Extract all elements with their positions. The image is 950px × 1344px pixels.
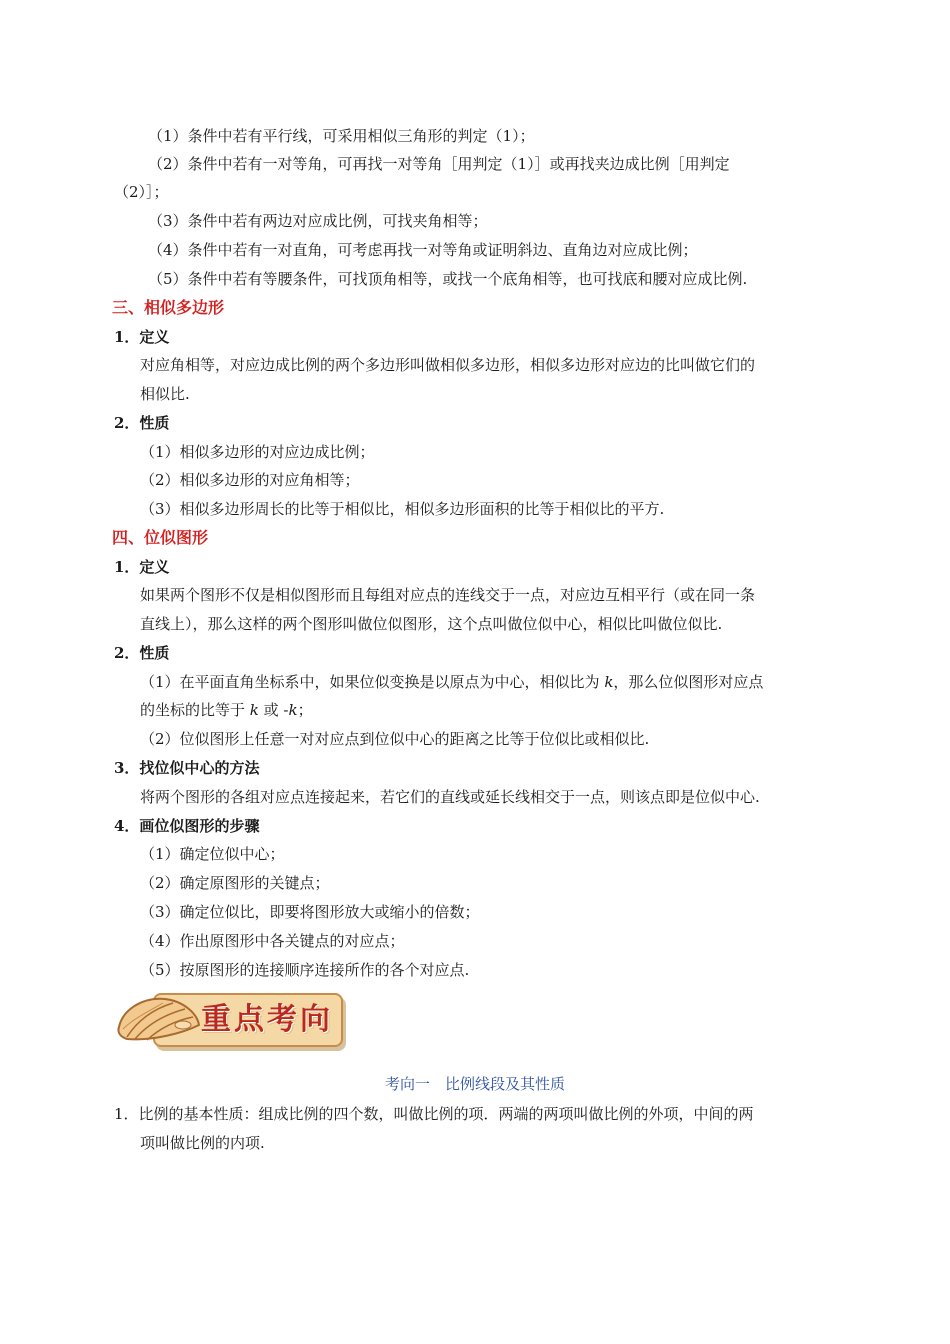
- property-1: （1）相似多边形的对应边成比例；: [140, 443, 375, 461]
- step-4: （4）作出原图形中各关键点的对应点；: [140, 932, 405, 950]
- homothety-definition-a: 如果两个图形不仅是相似图形而且每组对应点的连线交于一点，对应边互相平行（或在同一条: [140, 586, 756, 604]
- judgement-tip-5: （5）条件中若有等腰条件，可找顶角相等，或找一个底角相等，也可找底和腰对应成比例.: [148, 270, 748, 288]
- banner-title: 重点考向: [201, 1002, 333, 1037]
- homothety-property-1b: 的坐标的比等于 k 或 -k；: [140, 701, 313, 719]
- judgement-tip-3: （3）条件中若有两边对应成比例，可找夹角相等；: [148, 212, 488, 230]
- subsection-definition-2: 1．定义: [114, 558, 170, 576]
- section-title-homothetic-figures: 四、位似图形: [112, 528, 209, 547]
- subsection-find-center: 3．找位似中心的方法: [114, 759, 260, 777]
- judgement-tip-4: （4）条件中若有一对直角，可考虑再找一对等角或证明斜边、直角边对应成比例；: [148, 241, 698, 259]
- subsection-properties: 2．性质: [114, 414, 170, 432]
- judgement-tip-2b: （2）］；: [114, 183, 169, 201]
- find-center-text: 将两个图形的各组对应点连接起来，若它们的直线或延长线相交于一点，则该点即是位似中心.: [140, 788, 760, 806]
- definition-text-b: 相似比.: [140, 385, 190, 403]
- key-topics-banner: [113, 989, 343, 1051]
- step-2: （2）确定原图形的关键点；: [140, 874, 330, 892]
- section-title-similar-polygons: 三、相似多边形: [112, 298, 225, 317]
- homothety-property-1a: （1）在平面直角坐标系中，如果位似变换是以原点为中心，相似比为 k，那么位似图形对应点: [140, 673, 764, 691]
- step-5: （5）按原图形的连接顺序连接所作的各个对应点.: [140, 961, 470, 979]
- topic-text-a: 1．比例的基本性质：组成比例的四个数，叫做比例的项．两端的两项叫做比例的外项，中间的两: [114, 1105, 754, 1123]
- judgement-tip-2a: （2）条件中若有一对等角，可再找一对等角［用判定（1）］或再找夹边成比例［用判定: [148, 155, 730, 173]
- property-3: （3）相似多边形周长的比等于相似比，相似多边形面积的比等于相似比的平方.: [140, 500, 665, 518]
- topic-text-b: 项叫做比例的内项.: [140, 1134, 265, 1152]
- subsection-drawing-steps: 4．画位似图形的步骤: [114, 817, 260, 835]
- subsection-definition: 1．定义: [114, 328, 170, 346]
- homothety-property-2: （2）位似图形上任意一对对应点到位似中心的距离之比等于位似比或相似比.: [140, 730, 650, 748]
- step-1: （1）确定位似中心；: [140, 845, 285, 863]
- subsection-properties-2: 2．性质: [114, 644, 170, 662]
- topic-heading: 考向一 比例线段及其性质: [384, 1075, 565, 1093]
- seashell-icon: [113, 989, 203, 1049]
- judgement-tip-1: （1）条件中若有平行线，可采用相似三角形的判定（1）；: [148, 127, 535, 145]
- homothety-definition-b: 直线上），那么这样的两个图形叫做位似图形，这个点叫做位似中心，相似比叫做位似比.: [140, 615, 723, 633]
- definition-text-a: 对应角相等，对应边成比例的两个多边形叫做相似多边形，相似多边形对应边的比叫做它们的: [140, 356, 756, 374]
- step-3: （3）确定位似比，即要将图形放大或缩小的倍数；: [140, 903, 480, 921]
- property-2: （2）相似多边形的对应角相等；: [140, 471, 360, 489]
